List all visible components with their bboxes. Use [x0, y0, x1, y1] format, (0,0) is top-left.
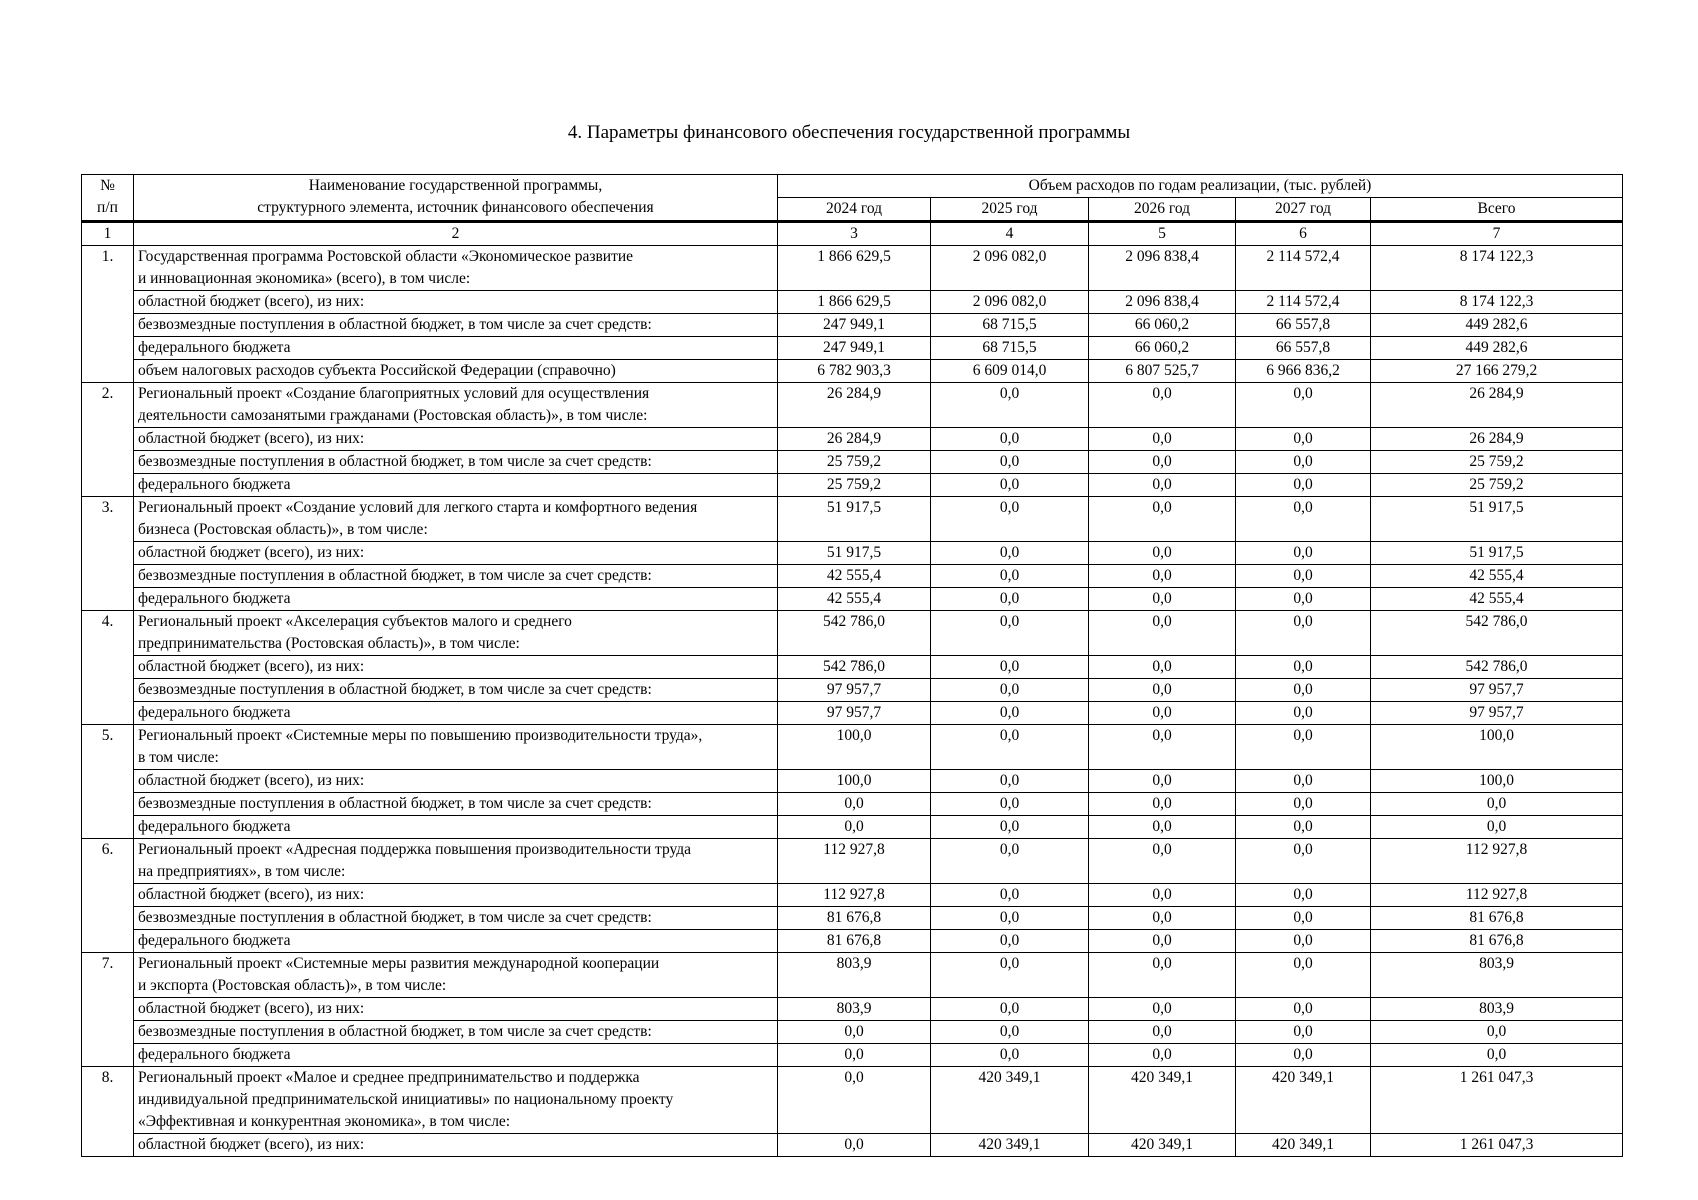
value-2024: 803,9 — [778, 953, 931, 998]
table-row — [82, 793, 1623, 816]
value-total: 42 555,4 — [1371, 588, 1623, 611]
value-2026: 420 349,1 — [1089, 1067, 1236, 1134]
program-element-name: Региональный проект «Малое и среднее предпринимательство и поддержка индивидуальной предпринимательской инициативы» по национальному проекту «Эффективная и конкурентная экономика», в том числе: — [134, 1067, 778, 1134]
column-number: 1 — [82, 222, 134, 246]
value-2026: 0,0 — [1089, 907, 1236, 930]
value-2024: 803,9 — [778, 998, 931, 1021]
value-total: 0,0 — [1371, 793, 1623, 816]
value-2025: 0,0 — [931, 474, 1089, 497]
value-total: 26 284,9 — [1371, 428, 1623, 451]
value-2024: 112 927,8 — [778, 884, 931, 907]
table-row — [82, 816, 1623, 839]
funding-source-name: федерального бюджета — [134, 1044, 778, 1067]
value-2024: 542 786,0 — [778, 611, 931, 656]
funding-source-name: областной бюджет (всего), из них: — [134, 1134, 778, 1157]
value-2024: 6 782 903,3 — [778, 360, 931, 383]
value-2024: 0,0 — [778, 1021, 931, 1044]
value-2027: 0,0 — [1236, 770, 1371, 793]
value-2024: 0,0 — [778, 816, 931, 839]
value-total: 8 174 122,3 — [1371, 291, 1623, 314]
value-2027: 6 966 836,2 — [1236, 360, 1371, 383]
value-2024: 0,0 — [778, 1067, 931, 1134]
column-number: 4 — [931, 222, 1089, 246]
value-2025: 0,0 — [931, 998, 1089, 1021]
value-2024: 97 957,7 — [778, 679, 931, 702]
value-2024: 542 786,0 — [778, 656, 931, 679]
value-2024: 51 917,5 — [778, 497, 931, 542]
table-row — [82, 884, 1623, 907]
value-2025: 0,0 — [931, 656, 1089, 679]
header-no: № п/п — [82, 175, 134, 222]
financing-table — [81, 174, 1623, 1157]
value-2027: 0,0 — [1236, 679, 1371, 702]
value-2025: 0,0 — [931, 725, 1089, 770]
value-2027: 0,0 — [1236, 725, 1371, 770]
value-total: 97 957,7 — [1371, 702, 1623, 725]
table-row — [82, 930, 1623, 953]
table-row — [82, 725, 1623, 770]
value-2026: 0,0 — [1089, 793, 1236, 816]
value-2025: 0,0 — [931, 611, 1089, 656]
value-2026: 0,0 — [1089, 839, 1236, 884]
value-2026: 0,0 — [1089, 930, 1236, 953]
table-row — [82, 1021, 1623, 1044]
value-2025: 2 096 082,0 — [931, 246, 1089, 291]
value-2024: 81 676,8 — [778, 907, 931, 930]
value-2026: 0,0 — [1089, 542, 1236, 565]
value-2025: 0,0 — [931, 1044, 1089, 1067]
value-2027: 2 114 572,4 — [1236, 291, 1371, 314]
program-element-name: Государственная программа Ростовской области «Экономическое развитие и инновационная экономика» (всего), в том числе: — [134, 246, 778, 291]
value-2024: 26 284,9 — [778, 428, 931, 451]
table-row — [82, 1067, 1623, 1134]
column-number: 6 — [1236, 222, 1371, 246]
value-total: 81 676,8 — [1371, 930, 1623, 953]
table-row — [82, 1134, 1623, 1157]
funding-source-name: безвозмездные поступления в областной бюджет, в том числе за счет средств: — [134, 1021, 778, 1044]
header-year-2026: 2026 год — [1089, 198, 1236, 222]
table-row — [82, 770, 1623, 793]
value-2026: 2 096 838,4 — [1089, 246, 1236, 291]
value-2026: 0,0 — [1089, 702, 1236, 725]
table-row — [82, 337, 1623, 360]
column-number: 7 — [1371, 222, 1623, 246]
value-2024: 1 866 629,5 — [778, 291, 931, 314]
value-2026: 0,0 — [1089, 565, 1236, 588]
table-body — [82, 246, 1623, 1157]
table-row — [82, 314, 1623, 337]
program-element-name: Региональный проект «Адресная поддержка повышения производительности труда на предприятиях», в том числе: — [134, 839, 778, 884]
table-row — [82, 542, 1623, 565]
value-2027: 0,0 — [1236, 383, 1371, 428]
value-2027: 420 349,1 — [1236, 1067, 1371, 1134]
value-2024: 247 949,1 — [778, 314, 931, 337]
value-2027: 0,0 — [1236, 428, 1371, 451]
value-2024: 0,0 — [778, 1044, 931, 1067]
funding-source-name: федерального бюджета — [134, 337, 778, 360]
funding-source-name: безвозмездные поступления в областной бюджет, в том числе за счет средств: — [134, 793, 778, 816]
value-2024: 0,0 — [778, 793, 931, 816]
value-2026: 2 096 838,4 — [1089, 291, 1236, 314]
value-total: 51 917,5 — [1371, 542, 1623, 565]
table-row — [82, 907, 1623, 930]
value-2024: 0,0 — [778, 1134, 931, 1157]
value-2027: 66 557,8 — [1236, 314, 1371, 337]
column-number: 3 — [778, 222, 931, 246]
table-row — [82, 383, 1623, 428]
value-2027: 0,0 — [1236, 702, 1371, 725]
value-2024: 100,0 — [778, 770, 931, 793]
table-row — [82, 451, 1623, 474]
value-2027: 0,0 — [1236, 816, 1371, 839]
table-row — [82, 291, 1623, 314]
value-total: 803,9 — [1371, 998, 1623, 1021]
column-number: 5 — [1089, 222, 1236, 246]
table-header — [82, 175, 1623, 246]
table-row — [82, 702, 1623, 725]
funding-source-name: безвозмездные поступления в областной бюджет, в том числе за счет средств: — [134, 679, 778, 702]
value-2024: 42 555,4 — [778, 588, 931, 611]
table-row — [82, 679, 1623, 702]
value-2025: 0,0 — [931, 930, 1089, 953]
page-title: 4. Параметры финансового обеспечения государственной программы — [567, 122, 1131, 143]
value-2025: 0,0 — [931, 679, 1089, 702]
value-2024: 25 759,2 — [778, 474, 931, 497]
value-2024: 42 555,4 — [778, 565, 931, 588]
table-row — [82, 246, 1623, 291]
value-total: 542 786,0 — [1371, 611, 1623, 656]
value-total: 112 927,8 — [1371, 884, 1623, 907]
value-total: 27 166 279,2 — [1371, 360, 1623, 383]
value-2025: 6 609 014,0 — [931, 360, 1089, 383]
value-total: 803,9 — [1371, 953, 1623, 998]
value-2027: 0,0 — [1236, 451, 1371, 474]
value-2026: 6 807 525,7 — [1089, 360, 1236, 383]
value-2024: 112 927,8 — [778, 839, 931, 884]
value-2027: 0,0 — [1236, 907, 1371, 930]
value-2025: 0,0 — [931, 565, 1089, 588]
value-2026: 0,0 — [1089, 451, 1236, 474]
value-2024: 97 957,7 — [778, 702, 931, 725]
value-2027: 0,0 — [1236, 497, 1371, 542]
value-2027: 0,0 — [1236, 1021, 1371, 1044]
table-row — [82, 656, 1623, 679]
value-2027: 66 557,8 — [1236, 337, 1371, 360]
row-number: 3. — [82, 497, 134, 611]
value-2024: 81 676,8 — [778, 930, 931, 953]
funding-source-name: областной бюджет (всего), из них: — [134, 291, 778, 314]
funding-source-name: областной бюджет (всего), из них: — [134, 428, 778, 451]
value-total: 1 261 047,3 — [1371, 1134, 1623, 1157]
value-2024: 25 759,2 — [778, 451, 931, 474]
value-total: 0,0 — [1371, 816, 1623, 839]
header-volume: Объем расходов по годам реализации, (тыс. рублей) — [778, 175, 1623, 198]
value-2026: 0,0 — [1089, 1044, 1236, 1067]
value-total: 81 676,8 — [1371, 907, 1623, 930]
program-element-name: Региональный проект «Акселерация субъектов малого и среднего предпринимательства (Ростовская область)», в том числе: — [134, 611, 778, 656]
row-number: 8. — [82, 1067, 134, 1157]
value-2027: 0,0 — [1236, 953, 1371, 998]
value-2027: 2 114 572,4 — [1236, 246, 1371, 291]
value-2027: 0,0 — [1236, 474, 1371, 497]
value-2024: 247 949,1 — [778, 337, 931, 360]
value-2027: 0,0 — [1236, 930, 1371, 953]
value-2025: 0,0 — [931, 953, 1089, 998]
funding-source-name: федерального бюджета — [134, 930, 778, 953]
value-2027: 0,0 — [1236, 884, 1371, 907]
table-row — [82, 998, 1623, 1021]
value-total: 542 786,0 — [1371, 656, 1623, 679]
row-number: 6. — [82, 839, 134, 953]
row-number: 1. — [82, 246, 134, 383]
value-total: 112 927,8 — [1371, 839, 1623, 884]
value-2025: 420 349,1 — [931, 1067, 1089, 1134]
funding-source-name: объем налоговых расходов субъекта Российской Федерации (справочно) — [134, 360, 778, 383]
table-row — [82, 428, 1623, 451]
value-total: 1 261 047,3 — [1371, 1067, 1623, 1134]
column-numbers-row — [82, 222, 1623, 246]
value-2025: 2 096 082,0 — [931, 291, 1089, 314]
value-2026: 0,0 — [1089, 816, 1236, 839]
value-2026: 420 349,1 — [1089, 1134, 1236, 1157]
funding-source-name: федерального бюджета — [134, 702, 778, 725]
funding-source-name: безвозмездные поступления в областной бюджет, в том числе за счет средств: — [134, 565, 778, 588]
value-total: 100,0 — [1371, 770, 1623, 793]
value-2026: 0,0 — [1089, 656, 1236, 679]
funding-source-name: областной бюджет (всего), из них: — [134, 656, 778, 679]
table-row — [82, 839, 1623, 884]
value-2025: 0,0 — [931, 497, 1089, 542]
row-number: 5. — [82, 725, 134, 839]
value-2026: 0,0 — [1089, 588, 1236, 611]
value-2026: 0,0 — [1089, 770, 1236, 793]
value-2026: 0,0 — [1089, 679, 1236, 702]
value-total: 0,0 — [1371, 1044, 1623, 1067]
value-total: 449 282,6 — [1371, 314, 1623, 337]
value-2027: 0,0 — [1236, 839, 1371, 884]
value-total: 25 759,2 — [1371, 474, 1623, 497]
funding-source-name: безвозмездные поступления в областной бюджет, в том числе за счет средств: — [134, 314, 778, 337]
table-row — [82, 1044, 1623, 1067]
value-2025: 0,0 — [931, 588, 1089, 611]
value-2026: 0,0 — [1089, 725, 1236, 770]
table-row — [82, 360, 1623, 383]
value-total: 8 174 122,3 — [1371, 246, 1623, 291]
value-2025: 68 715,5 — [931, 337, 1089, 360]
value-2024: 26 284,9 — [778, 383, 931, 428]
value-2027: 0,0 — [1236, 656, 1371, 679]
value-2026: 0,0 — [1089, 428, 1236, 451]
value-2025: 68 715,5 — [931, 314, 1089, 337]
value-2025: 0,0 — [931, 542, 1089, 565]
program-element-name: Региональный проект «Создание благоприятных условий для осуществления деятельности самозанятыми гражданами (Ростовская область)», в том числе: — [134, 383, 778, 428]
row-number: 7. — [82, 953, 134, 1067]
column-number: 2 — [134, 222, 778, 246]
value-2026: 66 060,2 — [1089, 337, 1236, 360]
value-total: 51 917,5 — [1371, 497, 1623, 542]
value-2027: 420 349,1 — [1236, 1134, 1371, 1157]
value-total: 97 957,7 — [1371, 679, 1623, 702]
value-2025: 420 349,1 — [931, 1134, 1089, 1157]
header-year-2027: 2027 год — [1236, 198, 1371, 222]
value-total: 26 284,9 — [1371, 383, 1623, 428]
header-year-2025: 2025 год — [931, 198, 1089, 222]
value-2027: 0,0 — [1236, 1044, 1371, 1067]
value-2026: 0,0 — [1089, 383, 1236, 428]
value-2025: 0,0 — [931, 884, 1089, 907]
program-element-name: Региональный проект «Создание условий для легкого старта и комфортного ведения бизнеса (Ростовская область)», в том числе: — [134, 497, 778, 542]
row-number: 2. — [82, 383, 134, 497]
funding-source-name: федерального бюджета — [134, 588, 778, 611]
value-2027: 0,0 — [1236, 565, 1371, 588]
value-2024: 100,0 — [778, 725, 931, 770]
header-name: Наименование государственной программы, структурного элемента, источник финансового обеспечения — [134, 175, 778, 222]
value-2025: 0,0 — [931, 383, 1089, 428]
value-total: 449 282,6 — [1371, 337, 1623, 360]
value-2025: 0,0 — [931, 1021, 1089, 1044]
funding-source-name: областной бюджет (всего), из них: — [134, 884, 778, 907]
value-2024: 1 866 629,5 — [778, 246, 931, 291]
program-element-name: Региональный проект «Системные меры развития международной кооперации и экспорта (Ростовская область)», в том числе: — [134, 953, 778, 998]
value-2025: 0,0 — [931, 451, 1089, 474]
value-total: 0,0 — [1371, 1021, 1623, 1044]
table-row — [82, 565, 1623, 588]
value-2026: 66 060,2 — [1089, 314, 1236, 337]
value-2027: 0,0 — [1236, 542, 1371, 565]
table-row — [82, 611, 1623, 656]
value-2025: 0,0 — [931, 816, 1089, 839]
value-2026: 0,0 — [1089, 611, 1236, 656]
value-2025: 0,0 — [931, 702, 1089, 725]
header-year-2024: 2024 год — [778, 198, 931, 222]
value-2025: 0,0 — [931, 839, 1089, 884]
value-total: 100,0 — [1371, 725, 1623, 770]
table-row — [82, 588, 1623, 611]
funding-source-name: областной бюджет (всего), из них: — [134, 542, 778, 565]
value-2025: 0,0 — [931, 428, 1089, 451]
value-2025: 0,0 — [931, 770, 1089, 793]
value-2026: 0,0 — [1089, 998, 1236, 1021]
row-number: 4. — [82, 611, 134, 725]
value-2026: 0,0 — [1089, 497, 1236, 542]
header-total: Всего — [1371, 198, 1623, 222]
funding-source-name: федерального бюджета — [134, 474, 778, 497]
value-2026: 0,0 — [1089, 1021, 1236, 1044]
funding-source-name: областной бюджет (всего), из них: — [134, 998, 778, 1021]
value-2026: 0,0 — [1089, 474, 1236, 497]
program-element-name: Региональный проект «Системные меры по повышению производительности труда», в том числе: — [134, 725, 778, 770]
funding-source-name: федерального бюджета — [134, 816, 778, 839]
value-2027: 0,0 — [1236, 998, 1371, 1021]
value-2027: 0,0 — [1236, 588, 1371, 611]
funding-source-name: безвозмездные поступления в областной бюджет, в том числе за счет средств: — [134, 907, 778, 930]
funding-source-name: безвозмездные поступления в областной бюджет, в том числе за счет средств: — [134, 451, 778, 474]
table-row — [82, 497, 1623, 542]
funding-source-name: областной бюджет (всего), из них: — [134, 770, 778, 793]
value-2025: 0,0 — [931, 907, 1089, 930]
value-2027: 0,0 — [1236, 793, 1371, 816]
table-row — [82, 474, 1623, 497]
value-2025: 0,0 — [931, 793, 1089, 816]
value-2026: 0,0 — [1089, 884, 1236, 907]
value-total: 42 555,4 — [1371, 565, 1623, 588]
value-total: 25 759,2 — [1371, 451, 1623, 474]
value-2027: 0,0 — [1236, 611, 1371, 656]
value-2026: 0,0 — [1089, 953, 1236, 998]
table-row — [82, 953, 1623, 998]
value-2024: 51 917,5 — [778, 542, 931, 565]
